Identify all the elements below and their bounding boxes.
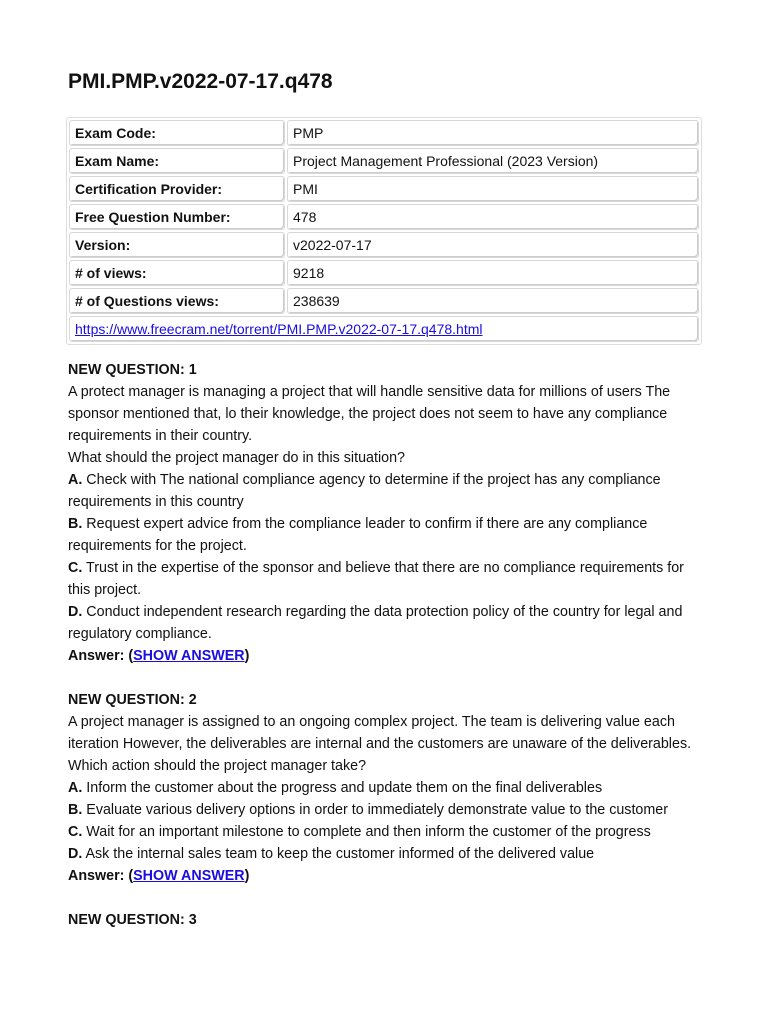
answer-line	[68, 645, 708, 667]
answer-option	[68, 821, 708, 843]
info-label: Version:	[69, 232, 285, 258]
question-text: A project manager is assigned to an ongoing complex project. The team is delivering value each iteration However, the deliverables are internal and the customers are unaware of the deliverables.	[68, 714, 692, 752]
option-text: Evaluate various delivery options in order to immediately demonstrate value to the customer	[86, 802, 668, 818]
option-text: Inform the customer about the progress and update them on the final deliverables	[86, 780, 603, 796]
link-row	[69, 316, 699, 342]
info-value: v2022-07-17	[287, 232, 699, 258]
option-letter: D.	[68, 604, 83, 620]
info-label: Exam Name:	[69, 148, 285, 174]
option-letter: C.	[68, 824, 83, 840]
question-text: A protect manager is managing a project that will handle sensitive data for millions of users The sponsor mentioned that, lo their knowledge, the project does not seem to have any compliance requirements in their country.	[68, 384, 671, 444]
info-value: Project Management Professional (2023 Version)	[287, 148, 699, 174]
exam-info-table	[66, 117, 702, 345]
info-value: PMI	[287, 176, 699, 202]
answer-close: )	[244, 648, 250, 664]
question-heading: NEW QUESTION: 1	[68, 362, 197, 378]
option-letter: B.	[68, 802, 83, 818]
answer-option	[68, 469, 708, 513]
option-text: Check with The national compliance agency to determine if the project has any compliance requirements in this country	[68, 472, 661, 510]
page-title: PMI.PMP.v2022-07-17.q478	[68, 70, 333, 93]
info-value: 238639	[287, 288, 699, 314]
question	[68, 909, 708, 931]
answer-close: )	[244, 868, 250, 884]
question-prompt: Which action should the project manager take?	[68, 758, 367, 774]
info-row	[69, 260, 699, 286]
info-label: Exam Code:	[69, 120, 285, 146]
info-row	[69, 204, 699, 230]
answer-option	[68, 777, 708, 799]
questions	[68, 359, 708, 953]
answer-option	[68, 557, 708, 601]
answer-label: Answer: (	[68, 648, 134, 664]
option-text: Conduct independent research regarding the data protection policy of the country for legal and regulatory compliance.	[68, 604, 683, 642]
answer-line	[68, 865, 708, 887]
info-label: Certification Provider:	[69, 176, 285, 202]
info-label: Free Question Number:	[69, 204, 285, 230]
option-text: Ask the internal sales team to keep the customer informed of the delivered value	[85, 846, 595, 862]
answer-option	[68, 601, 708, 645]
question	[68, 359, 708, 667]
option-letter: A.	[68, 472, 83, 488]
answer-option	[68, 513, 708, 557]
info-row	[69, 120, 699, 146]
info-row	[69, 148, 699, 174]
option-text: Request expert advice from the compliance leader to confirm if there are any compliance requirements for the project.	[68, 516, 648, 554]
info-value: PMP	[287, 120, 699, 146]
answer-label: Answer: (	[68, 868, 134, 884]
question-heading: NEW QUESTION: 2	[68, 692, 197, 708]
info-label: # of Questions views:	[69, 288, 285, 314]
exam-link[interactable]: https://www.freecram.net/torrent/PMI.PMP.v2022-07-17.q478.html	[75, 321, 483, 337]
option-letter: D.	[68, 846, 83, 862]
option-letter: A.	[68, 780, 83, 796]
option-letter: B.	[68, 516, 83, 532]
question-heading: NEW QUESTION: 3	[68, 912, 197, 928]
info-value: 478	[287, 204, 699, 230]
option-text: Wait for an important milestone to complete and then inform the customer of the progress	[86, 824, 651, 840]
show-answer-link[interactable]: SHOW ANSWER	[133, 868, 245, 884]
answer-option	[68, 799, 708, 821]
answer-option	[68, 843, 708, 865]
option-text: Trust in the expertise of the sponsor and believe that there are no compliance requirements for this project.	[68, 560, 684, 598]
info-label: # of views:	[69, 260, 285, 286]
info-row	[69, 232, 699, 258]
question-prompt: What should the project manager do in this situation?	[68, 450, 405, 466]
info-row	[69, 288, 699, 314]
info-row	[69, 176, 699, 202]
show-answer-link[interactable]: SHOW ANSWER	[133, 648, 245, 664]
question	[68, 689, 708, 887]
info-value: 9218	[287, 260, 699, 286]
option-letter: C.	[68, 560, 83, 576]
